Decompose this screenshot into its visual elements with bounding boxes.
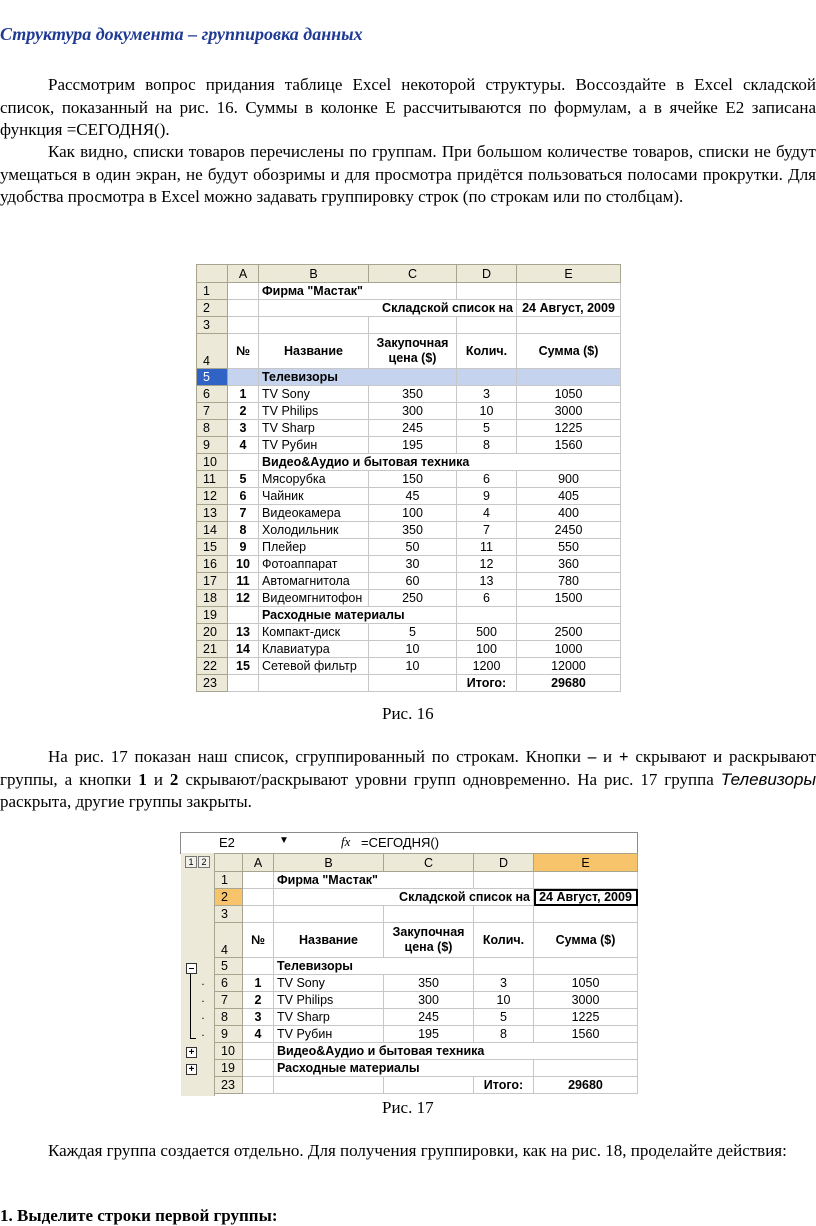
table-row bbox=[197, 403, 621, 420]
header-name[interactable]: Название bbox=[259, 334, 369, 369]
item-qty[interactable]: 3 bbox=[474, 975, 534, 992]
item-number[interactable]: 10 bbox=[228, 556, 259, 573]
row-header[interactable]: 2 bbox=[197, 300, 228, 317]
item-name[interactable]: TV Sony bbox=[259, 386, 369, 403]
cell[interactable] bbox=[228, 607, 259, 624]
item-sum[interactable]: 2450 bbox=[517, 522, 621, 539]
item-price[interactable]: 245 bbox=[369, 420, 457, 437]
item-price[interactable]: 10 bbox=[369, 641, 457, 658]
table-row bbox=[215, 1009, 638, 1026]
item-name[interactable]: TV Sony bbox=[274, 975, 384, 992]
item-name[interactable]: TV Sharp bbox=[274, 1009, 384, 1026]
item-price[interactable]: 245 bbox=[384, 1009, 474, 1026]
figure-17-caption: Рис. 17 bbox=[382, 1098, 434, 1117]
group-row-selected bbox=[197, 369, 621, 386]
item-number[interactable]: 4 bbox=[228, 437, 259, 454]
cell[interactable] bbox=[369, 675, 457, 692]
item-price[interactable]: 350 bbox=[369, 522, 457, 539]
item-sum[interactable]: 1500 bbox=[517, 590, 621, 607]
expand-group-button[interactable]: + bbox=[186, 1047, 197, 1058]
table-header-row bbox=[215, 923, 638, 958]
total-label[interactable]: Итого: bbox=[474, 1077, 534, 1094]
item-qty[interactable]: 10 bbox=[457, 403, 517, 420]
item-price[interactable]: 30 bbox=[369, 556, 457, 573]
item-name[interactable]: TV Philips bbox=[259, 403, 369, 420]
row-header[interactable]: 23 bbox=[197, 675, 228, 692]
cell[interactable] bbox=[457, 283, 517, 300]
chevron-down-icon[interactable]: ▼ bbox=[279, 835, 289, 846]
column-header-b[interactable]: B bbox=[274, 854, 384, 872]
cell[interactable] bbox=[517, 607, 621, 624]
item-name[interactable]: TV Philips bbox=[274, 992, 384, 1009]
row-header[interactable]: 17 bbox=[197, 573, 228, 590]
item-sum[interactable]: 400 bbox=[517, 505, 621, 522]
item-sum[interactable]: 3000 bbox=[534, 992, 638, 1009]
table-row bbox=[197, 658, 621, 675]
item-qty[interactable]: 5 bbox=[474, 1009, 534, 1026]
outline-dot: · bbox=[201, 1011, 205, 1025]
row-header[interactable]: 1 bbox=[215, 872, 243, 889]
item-price[interactable]: 300 bbox=[369, 403, 457, 420]
cell[interactable] bbox=[243, 1043, 274, 1060]
figure-16-spreadsheet bbox=[196, 264, 621, 692]
paragraph-intro: Рассмотрим вопрос придания таблице Excel некоторой структуры. Воссоздайте в Excel складской список, показанный на рис. 16. Суммы в колонке Е рассчитываются по формулам, а в ячейке Е2 записана функция =СЕГОДНЯ(). bbox=[0, 75, 816, 139]
item-sum[interactable]: 900 bbox=[517, 471, 621, 488]
row-header[interactable]: 9 bbox=[197, 437, 228, 454]
outline-dot: · bbox=[201, 1028, 205, 1042]
cell[interactable] bbox=[228, 300, 259, 317]
header-sum[interactable]: Сумма ($) bbox=[517, 334, 621, 369]
item-sum[interactable]: 360 bbox=[517, 556, 621, 573]
item-qty[interactable]: 1200 bbox=[457, 658, 517, 675]
item-name[interactable]: Видеомгнитофон bbox=[259, 590, 369, 607]
table-row bbox=[197, 317, 621, 334]
group-label-consumables[interactable]: Расходные материалы bbox=[274, 1060, 534, 1077]
group-label-video-audio[interactable]: Видео&Аудио и бытовая техника bbox=[274, 1043, 638, 1060]
cell[interactable] bbox=[243, 958, 274, 975]
cell[interactable] bbox=[474, 872, 534, 889]
header-name[interactable]: Название bbox=[274, 923, 384, 958]
item-number[interactable]: 7 bbox=[228, 505, 259, 522]
item-qty[interactable]: 10 bbox=[474, 992, 534, 1009]
group-row-collapsed bbox=[215, 1043, 638, 1060]
item-name[interactable]: Автомагнитола bbox=[259, 573, 369, 590]
cell[interactable] bbox=[274, 1077, 384, 1094]
item-name[interactable]: Клавиатура bbox=[259, 641, 369, 658]
cell[interactable] bbox=[274, 906, 384, 923]
cell[interactable] bbox=[243, 889, 274, 906]
item-price[interactable]: 250 bbox=[369, 590, 457, 607]
row-header[interactable]: 7 bbox=[215, 992, 243, 1009]
row-header[interactable]: 3 bbox=[197, 317, 228, 334]
group-label-tv[interactable]: Телевизоры bbox=[259, 369, 457, 386]
item-qty[interactable]: 8 bbox=[457, 437, 517, 454]
row-header[interactable]: 11 bbox=[197, 471, 228, 488]
figure-17-spreadsheet bbox=[214, 853, 638, 1094]
item-price[interactable]: 5 bbox=[369, 624, 457, 641]
formula-bar bbox=[180, 832, 638, 854]
item-number[interactable]: 13 bbox=[228, 624, 259, 641]
row-header[interactable]: 23 bbox=[215, 1077, 243, 1094]
row-header[interactable]: 6 bbox=[215, 975, 243, 992]
cell[interactable] bbox=[517, 317, 621, 334]
cell[interactable] bbox=[228, 454, 259, 471]
item-qty[interactable]: 500 bbox=[457, 624, 517, 641]
row-header[interactable]: 10 bbox=[197, 454, 228, 471]
table-row bbox=[215, 872, 638, 889]
cell[interactable] bbox=[243, 1060, 274, 1077]
cell[interactable] bbox=[228, 675, 259, 692]
item-price[interactable]: 50 bbox=[369, 539, 457, 556]
stock-list-label[interactable]: Складской список на bbox=[259, 300, 517, 317]
cell[interactable] bbox=[369, 317, 457, 334]
item-name[interactable]: TV Sharp bbox=[259, 420, 369, 437]
item-number[interactable]: 3 bbox=[243, 1009, 274, 1026]
formula-input[interactable]: =СЕГОДНЯ() bbox=[361, 835, 440, 850]
collapse-group-button[interactable]: – bbox=[186, 963, 197, 974]
item-sum[interactable]: 1560 bbox=[534, 1026, 638, 1043]
item-qty[interactable]: 3 bbox=[457, 386, 517, 403]
cell[interactable] bbox=[457, 607, 517, 624]
item-number[interactable]: 8 bbox=[228, 522, 259, 539]
item-name[interactable]: Сетевой фильтр bbox=[259, 658, 369, 675]
item-sum[interactable]: 1050 bbox=[517, 386, 621, 403]
cell[interactable] bbox=[457, 369, 517, 386]
row-header[interactable]: 8 bbox=[197, 420, 228, 437]
column-header-d[interactable]: D bbox=[474, 854, 534, 872]
table-row bbox=[215, 1026, 638, 1043]
row-header[interactable]: 19 bbox=[197, 607, 228, 624]
cell[interactable] bbox=[259, 675, 369, 692]
item-number[interactable]: 1 bbox=[243, 975, 274, 992]
item-sum[interactable]: 405 bbox=[517, 488, 621, 505]
column-header-b[interactable]: B bbox=[259, 265, 369, 283]
active-date-cell[interactable]: 24 Август, 2009 bbox=[534, 889, 638, 906]
paragraph-fig17-intro: На рис. 17 показан наш список, сгруппированный по строкам. Кнопки – и + скрывают и раскрывают группы, а кнопки 1 и 2 скрывают/раскрывают уровни групп одновременно. На рис. 17 группа Телевизоры раскрыта, другие группы закрыты. bbox=[0, 747, 816, 811]
item-qty[interactable]: 5 bbox=[457, 420, 517, 437]
item-price[interactable]: 60 bbox=[369, 573, 457, 590]
item-name[interactable]: TV Рубин bbox=[259, 437, 369, 454]
header-price[interactable]: Закупочная цена ($) bbox=[369, 334, 457, 369]
date-cell[interactable]: 24 Август, 2009 bbox=[517, 300, 621, 317]
row-header[interactable]: 20 bbox=[197, 624, 228, 641]
table-row bbox=[215, 889, 638, 906]
total-row bbox=[215, 1077, 638, 1094]
cell[interactable] bbox=[534, 1060, 638, 1077]
row-header[interactable]: 8 bbox=[215, 1009, 243, 1026]
spreadsheet-grid bbox=[196, 264, 621, 692]
item-number[interactable]: 5 bbox=[228, 471, 259, 488]
cell[interactable] bbox=[517, 369, 621, 386]
cell[interactable] bbox=[228, 317, 259, 334]
row-header[interactable]: 22 bbox=[197, 658, 228, 675]
row-header[interactable]: 4 bbox=[215, 923, 243, 958]
item-name[interactable]: Мясорубка bbox=[259, 471, 369, 488]
item-price[interactable]: 350 bbox=[369, 386, 457, 403]
column-header-d[interactable]: D bbox=[457, 265, 517, 283]
column-header-row bbox=[197, 265, 621, 283]
table-row bbox=[197, 590, 621, 607]
cell[interactable] bbox=[384, 1077, 474, 1094]
row-header[interactable]: 18 bbox=[197, 590, 228, 607]
paragraph-grouping: Как видно, списки товаров перечислены по группам. При большом количестве товаров, списки не будут умещаться в один экран, не будут обозримы и для просмотра придётся пользоваться полосами прокрутки. Для удобства просмотра в Excel можно задавать группировку строк (по строкам или по столбцам). bbox=[0, 142, 816, 206]
select-all-corner[interactable] bbox=[215, 854, 243, 872]
total-value[interactable]: 29680 bbox=[517, 675, 621, 692]
section-title: Структура документа – группировка данных bbox=[0, 24, 363, 44]
item-number[interactable]: 4 bbox=[243, 1026, 274, 1043]
spreadsheet-grid bbox=[214, 853, 638, 1094]
table-row bbox=[215, 992, 638, 1009]
cell[interactable] bbox=[228, 369, 259, 386]
item-qty[interactable]: 100 bbox=[457, 641, 517, 658]
table-row bbox=[197, 505, 621, 522]
item-name[interactable]: Фотоаппарат bbox=[259, 556, 369, 573]
item-qty[interactable]: 9 bbox=[457, 488, 517, 505]
table-row bbox=[197, 386, 621, 403]
cell[interactable] bbox=[243, 1077, 274, 1094]
cell[interactable] bbox=[534, 872, 638, 889]
item-number[interactable]: 2 bbox=[243, 992, 274, 1009]
name-box[interactable]: E2 bbox=[219, 835, 235, 850]
row-header[interactable]: 6 bbox=[197, 386, 228, 403]
item-sum[interactable]: 1050 bbox=[534, 975, 638, 992]
table-row bbox=[197, 471, 621, 488]
outline-bracket bbox=[190, 974, 191, 1038]
item-sum[interactable]: 1560 bbox=[517, 437, 621, 454]
item-number[interactable]: 3 bbox=[228, 420, 259, 437]
outline-dot: · bbox=[201, 994, 205, 1008]
item-number[interactable]: 11 bbox=[228, 573, 259, 590]
cell[interactable] bbox=[384, 906, 474, 923]
outline-level-2-button[interactable]: 2 bbox=[198, 856, 210, 868]
group-row bbox=[197, 607, 621, 624]
item-qty[interactable]: 6 bbox=[457, 471, 517, 488]
table-row bbox=[197, 300, 621, 317]
firm-name-cell[interactable]: Фирма "Мастак" bbox=[274, 872, 474, 889]
step-1-heading: 1. Выделите строки первой группы: bbox=[0, 1206, 278, 1225]
item-price[interactable]: 350 bbox=[384, 975, 474, 992]
group-label-tv[interactable]: Телевизоры bbox=[274, 958, 474, 975]
total-label[interactable]: Итого: bbox=[457, 675, 517, 692]
cell[interactable] bbox=[228, 283, 259, 300]
table-row bbox=[197, 573, 621, 590]
item-qty[interactable]: 6 bbox=[457, 590, 517, 607]
row-header[interactable]: 10 bbox=[215, 1043, 243, 1060]
column-header-a[interactable]: A bbox=[243, 854, 274, 872]
group-row bbox=[197, 454, 621, 471]
item-sum[interactable]: 550 bbox=[517, 539, 621, 556]
header-price[interactable]: Закупочная цена ($) bbox=[384, 923, 474, 958]
cell[interactable] bbox=[534, 958, 638, 975]
group-label-consumables[interactable]: Расходные материалы bbox=[259, 607, 457, 624]
table-row bbox=[197, 283, 621, 300]
item-price[interactable]: 195 bbox=[384, 1026, 474, 1043]
group-row bbox=[215, 958, 638, 975]
item-sum[interactable]: 1225 bbox=[517, 420, 621, 437]
row-header[interactable]: 2 bbox=[215, 889, 243, 906]
table-row bbox=[215, 906, 638, 923]
item-number[interactable]: 1 bbox=[228, 386, 259, 403]
item-sum[interactable]: 3000 bbox=[517, 403, 621, 420]
item-price[interactable]: 150 bbox=[369, 471, 457, 488]
expand-group-button[interactable]: + bbox=[186, 1064, 197, 1075]
row-header[interactable]: 4 bbox=[197, 334, 228, 369]
cell[interactable] bbox=[474, 958, 534, 975]
row-header[interactable]: 16 bbox=[197, 556, 228, 573]
item-name[interactable]: Холодильник bbox=[259, 522, 369, 539]
column-header-c[interactable]: C bbox=[384, 854, 474, 872]
table-row bbox=[215, 975, 638, 992]
row-header[interactable]: 12 bbox=[197, 488, 228, 505]
table-row bbox=[197, 488, 621, 505]
item-name[interactable]: Плейер bbox=[259, 539, 369, 556]
table-row bbox=[197, 420, 621, 437]
total-row bbox=[197, 675, 621, 692]
row-header[interactable]: 5 bbox=[215, 958, 243, 975]
item-price[interactable]: 300 bbox=[384, 992, 474, 1009]
item-qty[interactable]: 4 bbox=[457, 505, 517, 522]
row-header[interactable]: 1 bbox=[197, 283, 228, 300]
cell[interactable] bbox=[517, 283, 621, 300]
item-number[interactable]: 9 bbox=[228, 539, 259, 556]
item-number[interactable]: 15 bbox=[228, 658, 259, 675]
row-header[interactable]: 15 bbox=[197, 539, 228, 556]
group-label-video-audio[interactable]: Видео&Аудио и бытовая техника bbox=[259, 454, 621, 471]
header-no[interactable]: № bbox=[228, 334, 259, 369]
header-qty[interactable]: Колич. bbox=[474, 923, 534, 958]
header-sum[interactable]: Сумма ($) bbox=[534, 923, 638, 958]
item-name[interactable]: Компакт-диск bbox=[259, 624, 369, 641]
item-qty[interactable]: 8 bbox=[474, 1026, 534, 1043]
item-sum[interactable]: 2500 bbox=[517, 624, 621, 641]
total-value[interactable]: 29680 bbox=[534, 1077, 638, 1094]
paragraph-each-group: Каждая группа создается отдельно. Для получения группировки, как на рис. 18, проделайте действия: bbox=[48, 1141, 787, 1160]
header-qty[interactable]: Колич. bbox=[457, 334, 517, 369]
item-sum[interactable]: 12000 bbox=[517, 658, 621, 675]
table-row bbox=[197, 624, 621, 641]
item-name[interactable]: Видеокамера bbox=[259, 505, 369, 522]
cell[interactable] bbox=[457, 317, 517, 334]
stock-list-label[interactable]: Складской список на bbox=[274, 889, 534, 906]
table-header-row bbox=[197, 334, 621, 369]
cell[interactable] bbox=[243, 872, 274, 889]
item-qty[interactable]: 11 bbox=[457, 539, 517, 556]
header-no[interactable]: № bbox=[243, 923, 274, 958]
item-qty[interactable]: 12 bbox=[457, 556, 517, 573]
outline-gutter bbox=[181, 853, 215, 1096]
item-number[interactable]: 6 bbox=[228, 488, 259, 505]
row-header[interactable]: 7 bbox=[197, 403, 228, 420]
outline-bracket-end bbox=[190, 1038, 196, 1039]
item-number[interactable]: 12 bbox=[228, 590, 259, 607]
item-sum[interactable]: 780 bbox=[517, 573, 621, 590]
table-row bbox=[197, 556, 621, 573]
item-number[interactable]: 14 bbox=[228, 641, 259, 658]
item-sum[interactable]: 1225 bbox=[534, 1009, 638, 1026]
column-header-e[interactable]: E bbox=[517, 265, 621, 283]
column-header-row bbox=[215, 854, 638, 872]
cell[interactable] bbox=[259, 317, 369, 334]
figure-16-caption: Рис. 16 bbox=[382, 704, 434, 723]
firm-name-cell[interactable]: Фирма "Мастак" bbox=[259, 283, 457, 300]
item-price[interactable]: 195 bbox=[369, 437, 457, 454]
outline-dot: · bbox=[201, 977, 205, 991]
row-header[interactable]: 5 bbox=[197, 369, 228, 386]
column-header-a[interactable]: A bbox=[228, 265, 259, 283]
column-header-c[interactable]: C bbox=[369, 265, 457, 283]
cell[interactable] bbox=[534, 906, 638, 923]
table-row bbox=[197, 437, 621, 454]
item-price[interactable]: 100 bbox=[369, 505, 457, 522]
outline-level-1-button[interactable]: 1 bbox=[185, 856, 197, 868]
cell[interactable] bbox=[474, 906, 534, 923]
item-qty[interactable]: 7 bbox=[457, 522, 517, 539]
cell[interactable] bbox=[243, 906, 274, 923]
fx-icon[interactable]: fx bbox=[341, 834, 351, 849]
table-row bbox=[197, 539, 621, 556]
item-price[interactable]: 10 bbox=[369, 658, 457, 675]
group-row-collapsed bbox=[215, 1060, 638, 1077]
row-header[interactable]: 13 bbox=[197, 505, 228, 522]
select-all-corner[interactable] bbox=[197, 265, 228, 283]
item-price[interactable]: 45 bbox=[369, 488, 457, 505]
item-name[interactable]: TV Рубин bbox=[274, 1026, 384, 1043]
table-row bbox=[197, 522, 621, 539]
row-header[interactable]: 21 bbox=[197, 641, 228, 658]
table-row bbox=[197, 641, 621, 658]
row-header[interactable]: 3 bbox=[215, 906, 243, 923]
row-header[interactable]: 19 bbox=[215, 1060, 243, 1077]
item-sum[interactable]: 1000 bbox=[517, 641, 621, 658]
item-number[interactable]: 2 bbox=[228, 403, 259, 420]
row-header[interactable]: 14 bbox=[197, 522, 228, 539]
item-qty[interactable]: 13 bbox=[457, 573, 517, 590]
row-header[interactable]: 9 bbox=[215, 1026, 243, 1043]
column-header-e[interactable]: E bbox=[534, 854, 638, 872]
item-name[interactable]: Чайник bbox=[259, 488, 369, 505]
